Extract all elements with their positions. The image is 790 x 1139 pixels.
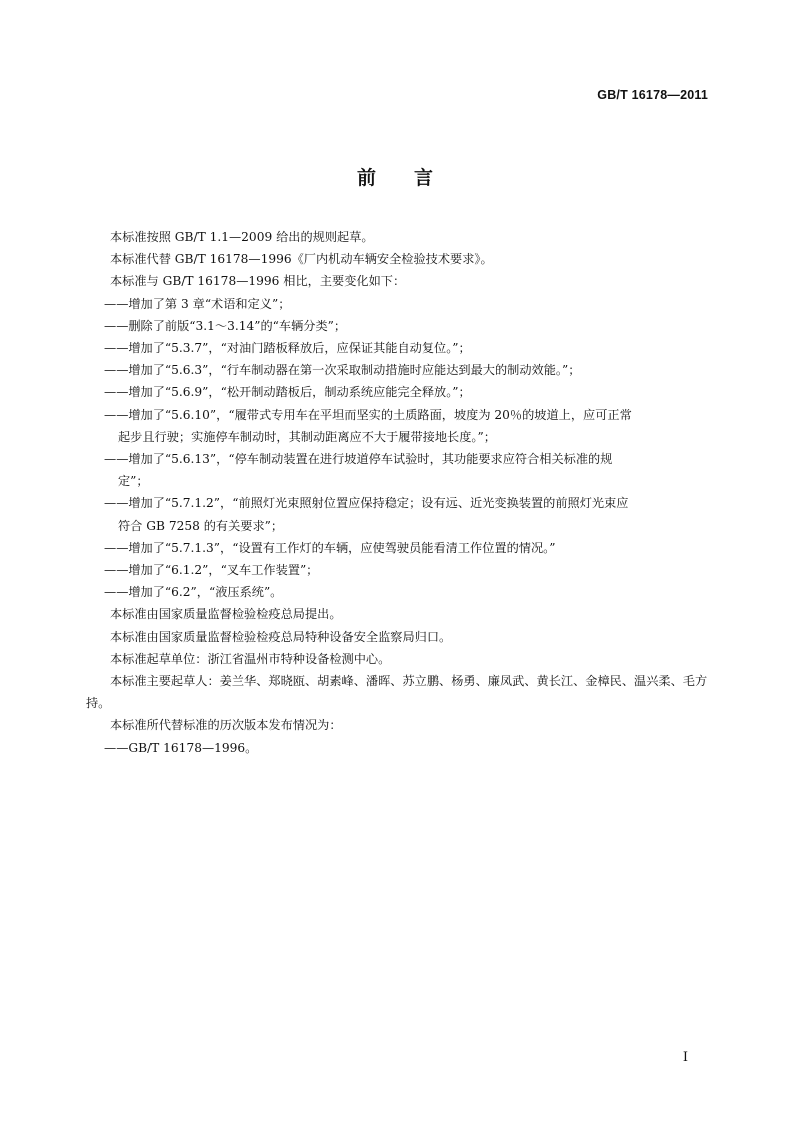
paragraph-drafters: 本标准主要起草人：姜兰华、郑晓瓯、胡素峰、潘晖、苏立鹏、杨勇、廉凤武、黄长江、金樟民、温兴柔、毛方持。: [86, 674, 708, 711]
change-text: ——增加了“6.2”，“液压系统”。: [104, 585, 283, 600]
change-text: ——增加了“5.6.9”，“松开制动踏板后，制动系统应能完全释放。”；: [104, 385, 471, 400]
foreword-body: [86, 226, 718, 759]
paragraph: 本标准由国家质量监督检验检疫总局提出。: [110, 607, 342, 622]
standard-code: GB/T 16178—2011: [597, 88, 708, 102]
change-continuation: 符合 GB 7258 的有关要求”；: [118, 518, 284, 533]
title-char-2: 言: [414, 167, 434, 189]
paragraph: 本标准所代替标准的历次版本发布情况为：: [110, 718, 342, 733]
paragraph: 本标准由国家质量监督检验检疫总局特种设备安全监察局归口。: [110, 629, 452, 644]
page-title: [0, 163, 790, 190]
change-item: [86, 581, 718, 603]
change-text: ——增加了“5.6.13”，“停车制动装置在进行坡道停车试验时，其功能要求应符合相关标准的规: [104, 452, 613, 467]
title-char-1: 前: [356, 167, 376, 189]
change-text: ——增加了“5.6.3”，“行车制动器在第一次采取制动措施时应能达到最大的制动效能。”；: [104, 363, 581, 378]
history-text: ——GB/T 16178—1996。: [104, 740, 258, 755]
change-text: ——删除了前版“3.1～3.14”的“车辆分类”；: [104, 318, 347, 333]
paragraph: 本标准与 GB/T 16178—1996 相比，主要变化如下：: [110, 274, 406, 289]
history-item: [86, 737, 718, 759]
change-continuation: 起步且行驶；实施停车制动时，其制动距离应不大于履带接地长度。”；: [118, 429, 496, 444]
change-text: ——增加了“5.6.10”，“履带式专用车在平坦而坚实的土质路面，坡度为 20％的坡道上，应可正常: [104, 407, 632, 422]
change-text: ——增加了“5.7.1.2”，“前照灯光束照射位置应保持稳定；设有远、近光变换装置的前照灯光束应: [104, 496, 629, 511]
change-item: [86, 559, 718, 581]
change-item: [86, 293, 718, 315]
change-text: ——增加了“6.1.2”，“叉车工作装置”；: [104, 563, 319, 578]
change-item: [86, 337, 718, 359]
paragraph: 本标准代替 GB/T 16178—1996《厂内机动车辆安全检验技术要求》。: [110, 252, 493, 267]
change-item: [86, 381, 718, 403]
change-continuation: 定”；: [118, 474, 149, 489]
paragraph: 本标准按照 GB/T 1.1—2009 给出的规则起草。: [110, 230, 374, 244]
change-item: [86, 492, 718, 536]
change-text: ——增加了第 3 章“术语和定义”；: [104, 296, 291, 311]
change-text: ——增加了“5.7.1.3”，“设置有工作灯的车辆，应使驾驶员能看清工作位置的情况。”: [104, 540, 556, 555]
change-item: [86, 359, 718, 381]
change-text: ——增加了“5.3.7”，“对油门踏板释放后，应保证其能自动复位。”；: [104, 341, 471, 356]
page-number: I: [682, 1050, 688, 1065]
change-item: [86, 448, 718, 492]
change-item: [86, 315, 718, 337]
paragraph: 本标准起草单位：浙江省温州市特种设备检测中心。: [110, 651, 391, 666]
change-item: [86, 537, 718, 559]
change-item: [86, 404, 718, 448]
